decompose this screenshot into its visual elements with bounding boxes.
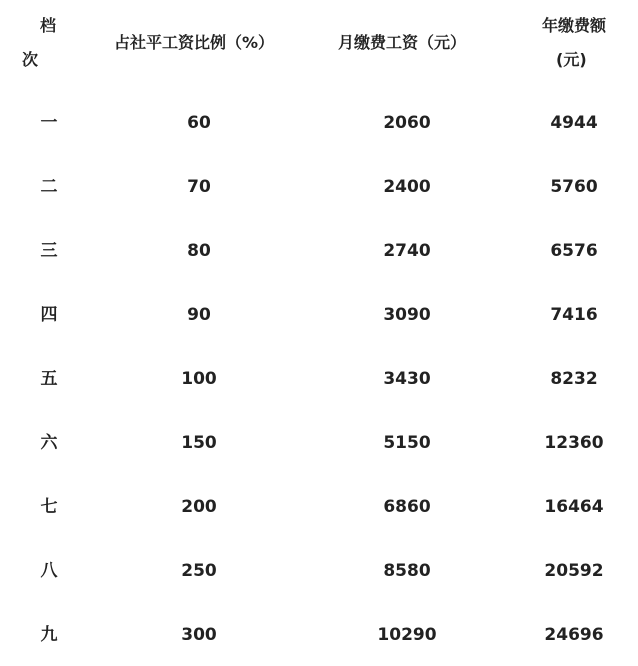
header-level-line2: 次 <box>22 50 39 69</box>
level-cell: 八 <box>40 561 58 581</box>
header-ratio: 占社平工资比例（%） <box>113 33 275 52</box>
annual-amount-cell: 7416 <box>550 305 598 325</box>
monthly-wage-cell: 2740 <box>383 241 431 261</box>
monthly-wage-cell: 6860 <box>383 497 431 517</box>
annual-amount-cell: 8232 <box>550 369 598 389</box>
level-cell: 五 <box>40 369 58 389</box>
annual-amount-cell: 16464 <box>544 497 604 517</box>
monthly-wage-cell: 3090 <box>383 305 431 325</box>
level-cell: 九 <box>40 625 58 645</box>
annual-amount-cell: 20592 <box>544 561 604 581</box>
ratio-cell: 70 <box>187 177 211 197</box>
ratio-cell: 100 <box>181 369 217 389</box>
level-cell: 七 <box>40 497 58 517</box>
monthly-wage-cell: 2060 <box>383 113 431 133</box>
level-cell: 三 <box>40 241 58 261</box>
ratio-cell: 90 <box>187 305 211 325</box>
monthly-wage-cell: 10290 <box>377 625 437 645</box>
level-cell: 二 <box>40 177 58 197</box>
ratio-cell: 300 <box>181 625 217 645</box>
annual-amount-cell: 24696 <box>544 625 604 645</box>
header-monthly-wage: 月缴费工资（元） <box>337 33 467 52</box>
ratio-cell: 150 <box>181 433 217 453</box>
header-level-line1: 档 <box>40 16 57 35</box>
level-cell: 四 <box>40 305 58 325</box>
header-annual-line1: 年缴费额 <box>541 16 607 35</box>
annual-amount-cell: 12360 <box>544 433 604 453</box>
monthly-wage-cell: 8580 <box>383 561 431 581</box>
annual-amount-cell: 5760 <box>550 177 598 197</box>
ratio-cell: 80 <box>187 241 211 261</box>
annual-amount-cell: 4944 <box>550 113 598 133</box>
level-cell: 一 <box>40 113 58 133</box>
ratio-cell: 60 <box>187 113 211 133</box>
header-annual-line2: (元) <box>556 50 587 69</box>
monthly-wage-cell: 5150 <box>383 433 431 453</box>
monthly-wage-cell: 3430 <box>383 369 431 389</box>
annual-amount-cell: 6576 <box>550 241 598 261</box>
ratio-cell: 250 <box>181 561 217 581</box>
monthly-wage-cell: 2400 <box>383 177 431 197</box>
ratio-cell: 200 <box>181 497 217 517</box>
level-cell: 六 <box>40 433 58 453</box>
